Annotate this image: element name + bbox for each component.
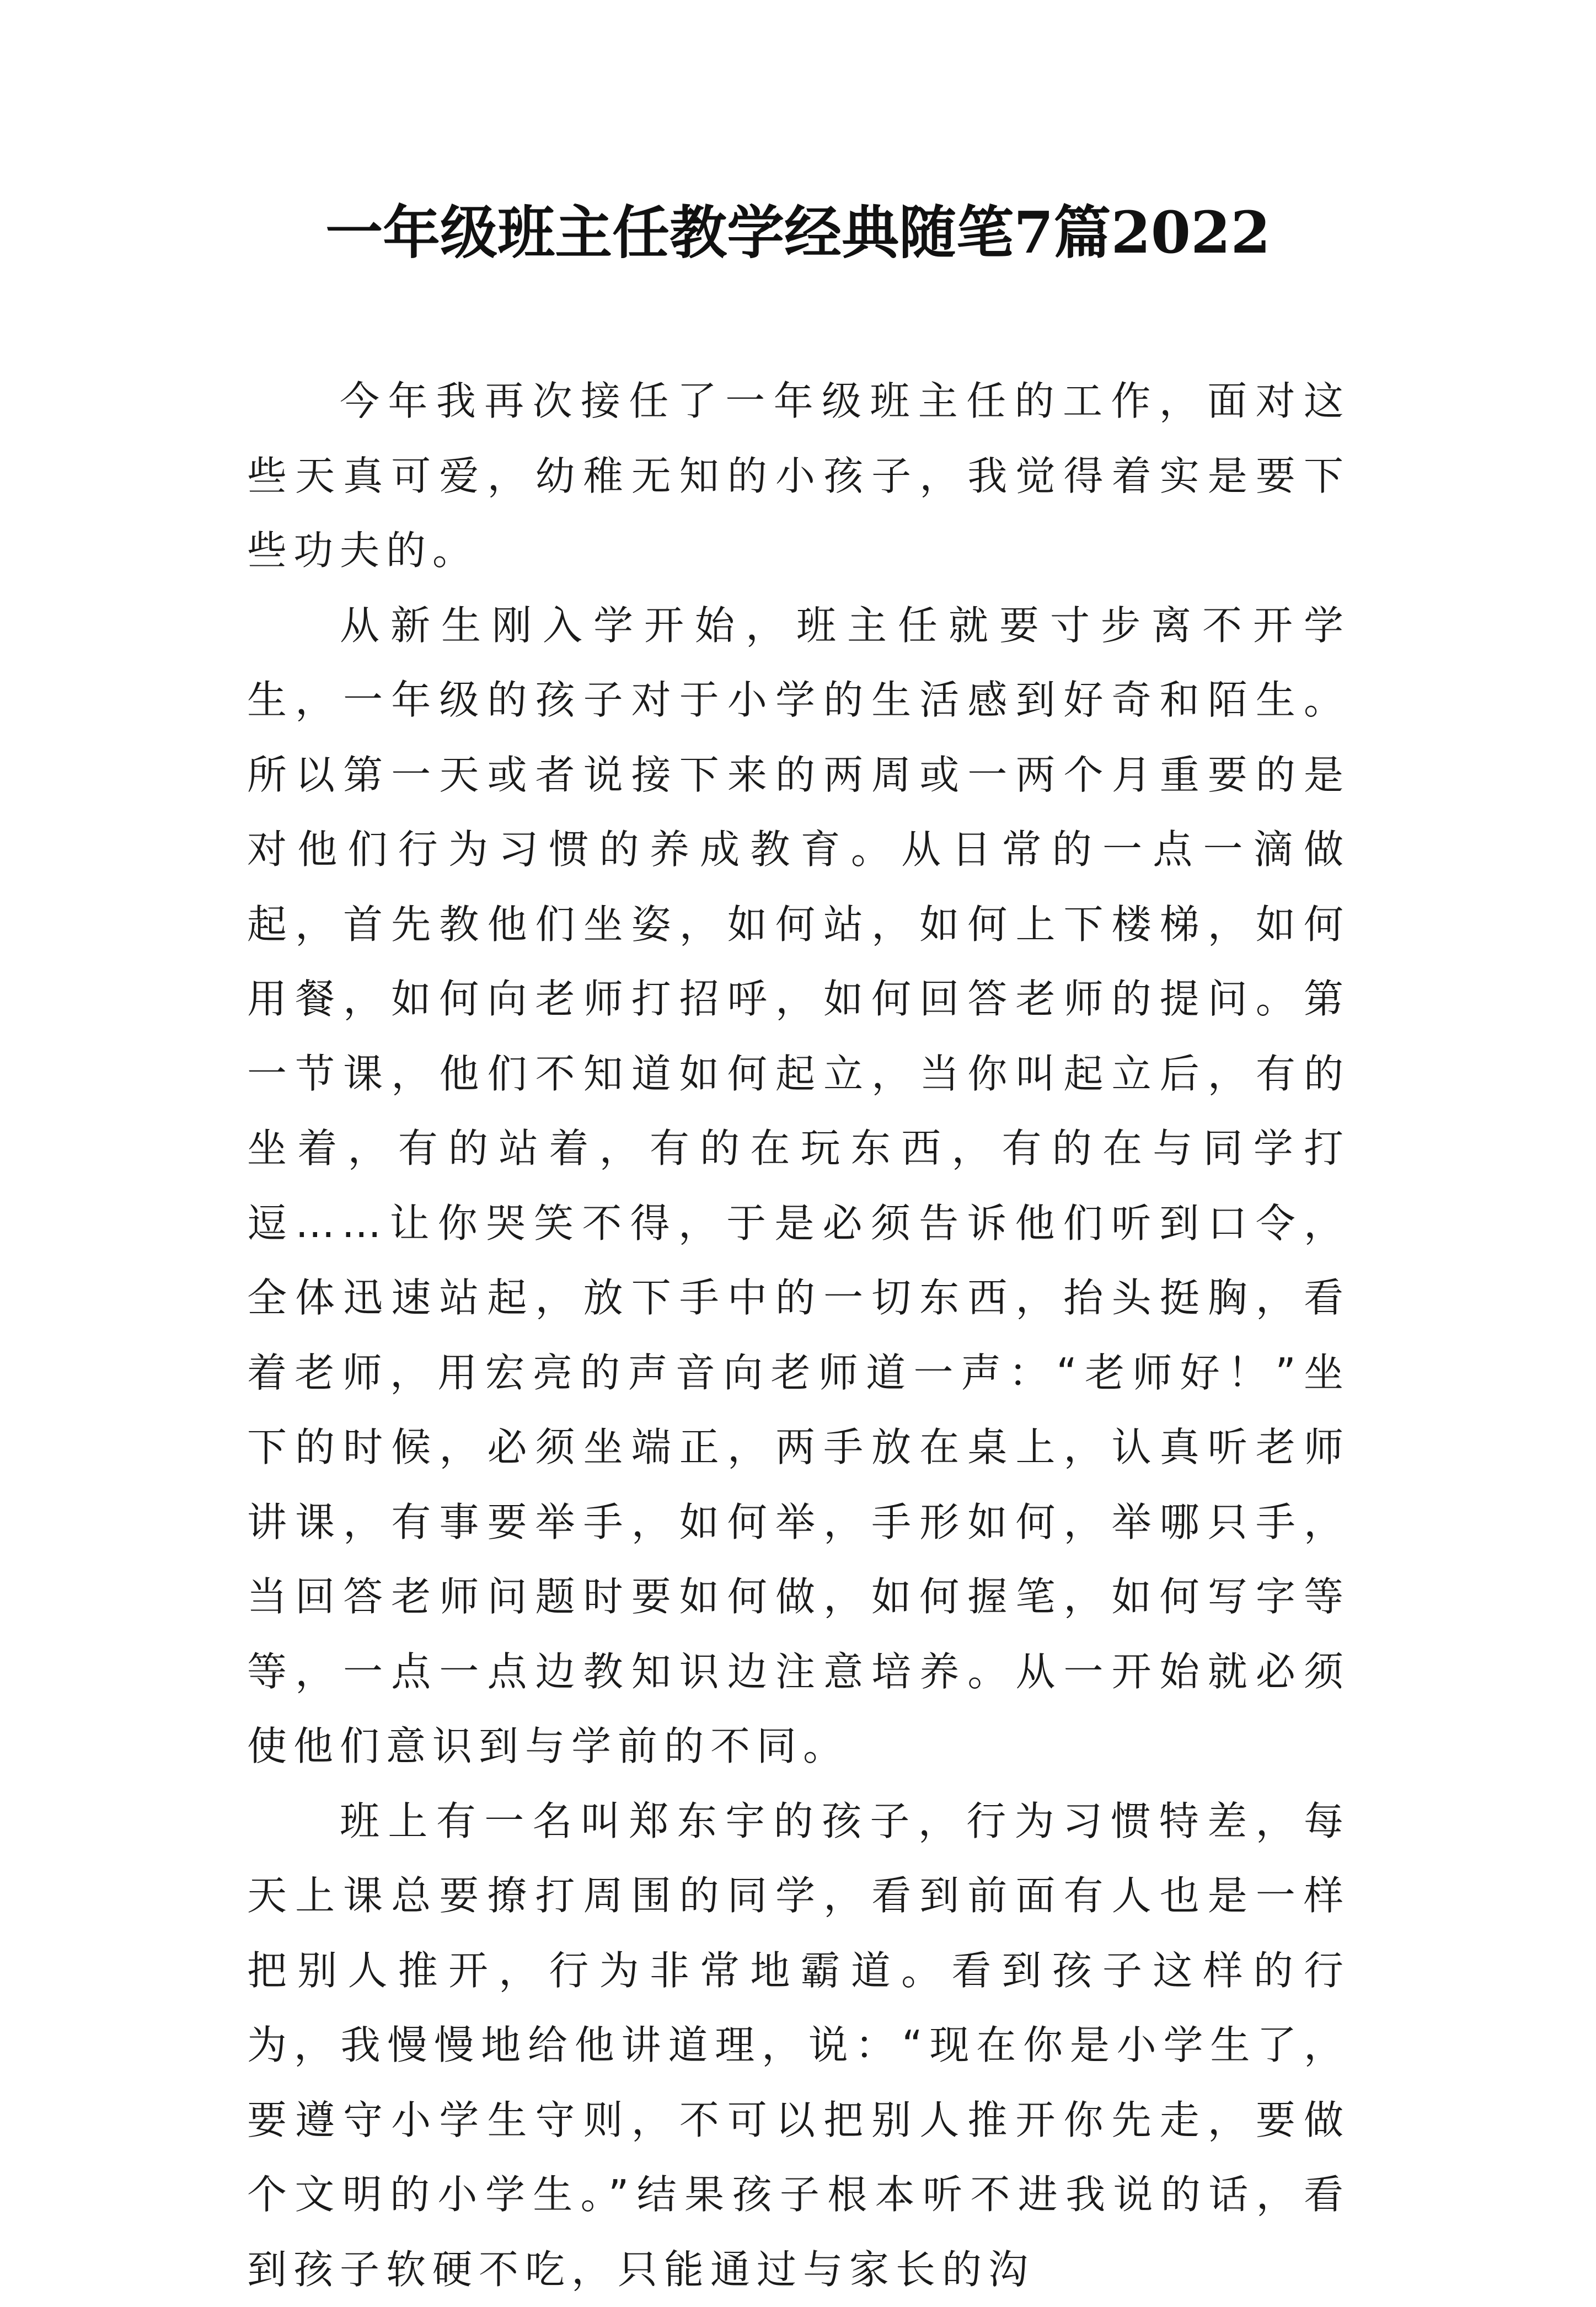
paragraph: 从新生刚入学开始，班主任就要寸步离不开学生，一年级的孩子对于小学的生活感到好奇和陌生。所以第一天或者说接下来的两周或一两个月重要的是对他们行为习惯的养成教育。从日常的一点一滴做起，首先教他们坐姿，如何站，如何上下楼梯，如何用餐，如何向老师打招呼，如何回答老师的提问。第一节课，他们不知道如何起立，当你叫起立后，有的坐着，有的站着，有的在玩东西，有的在与同学打逗……让你哭笑不得，于是必须告诉他们听到口令，全体迅速站起，放下手中的一切东西，抬头挺胸，看着老师，用宏亮的声音向老师道一声：“老师好！”坐下的时候，必须坐端正，两手放在桌上，认真听老师讲课，有事要举手，如何举，手形如何，举哪只手，当回答老师问题时要如何做，如何握笔，如何写字等等，一点一点边教知识边注意培养。从一开始就必须使他们意识到与学前的不同。: [247, 588, 1350, 1784]
document-body: [247, 364, 1350, 2307]
paragraph: 今年我再次接任了一年级班主任的工作，面对这些天真可爱，幼稚无知的小孩子，我觉得着实是要下些功夫的。: [247, 364, 1350, 588]
document-title: 一年级班主任教学经典随笔7篇2022: [0, 194, 1596, 271]
paragraph: 班上有一名叫郑东宇的孩子，行为习惯特差，每天上课总要撩打周围的同学，看到前面有人也是一样把别人推开，行为非常地霸道。看到孩子这样的行为，我慢慢地给他讲道理，说：“现在你是小学生了，要遵守小学生守则，不可以把别人推开你先走，要做个文明的小学生。”结果孩子根本听不进我说的话，看到孩子软硬不吃，只能通过与家长的沟: [247, 1784, 1350, 2307]
